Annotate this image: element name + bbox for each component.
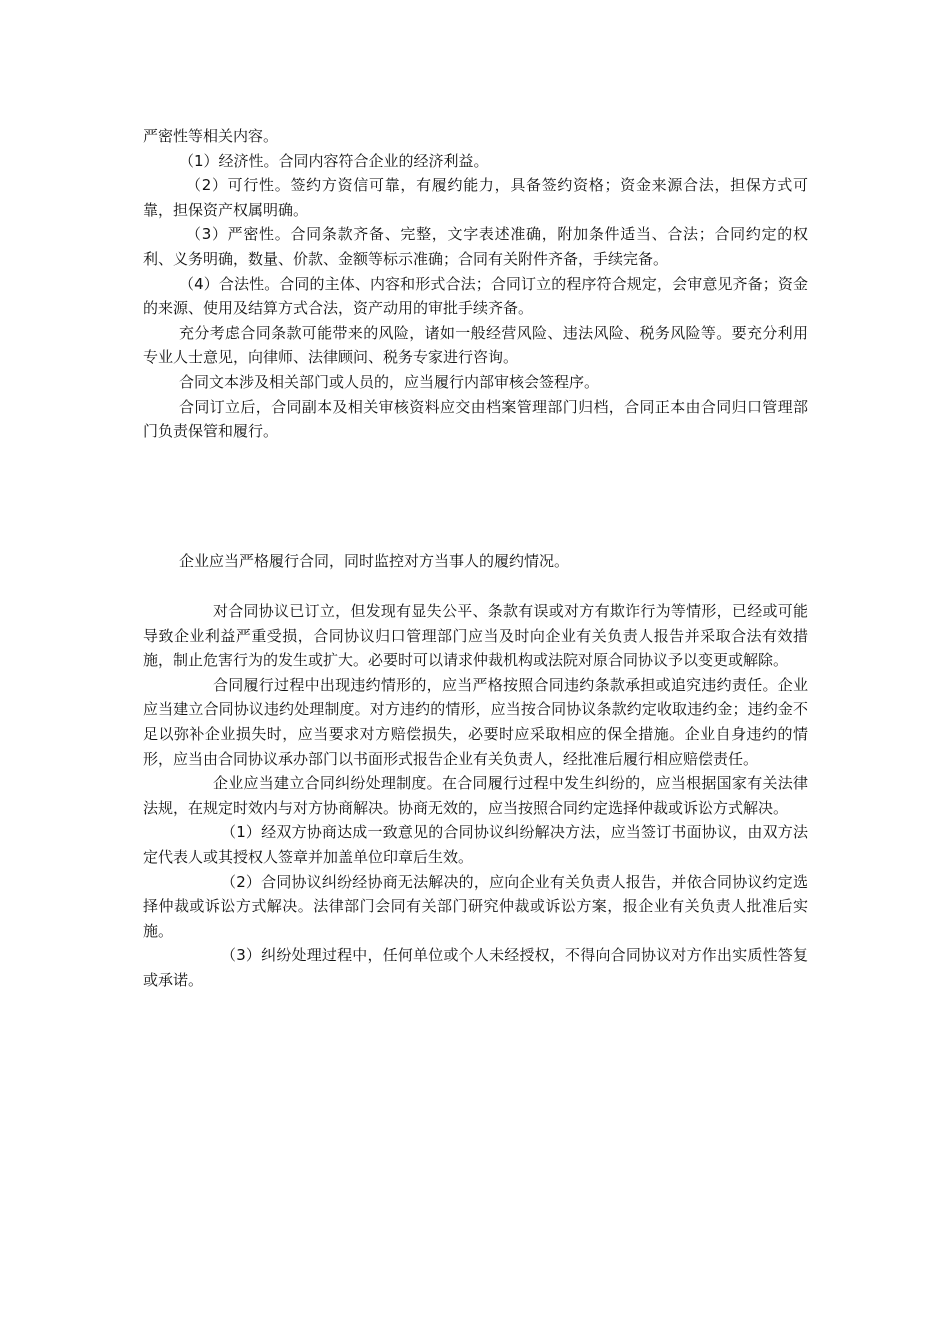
paragraph-countersign: 合同文本涉及相关部门或人员的，应当履行内部审核会签程序。 [179,372,600,391]
section-contract-review [143,124,808,444]
list-item-arbitration: （2）合同协议纠纷经协商无法解决的，应向企业有关负责人报告，并依合同协议约定选择仲裁或诉讼方式解决。法律部门会同有关部门研究仲裁或诉讼方案，报企业有关负责人批准后实施。 [143,872,808,940]
paragraph-unfair-terms: 对合同协议已订立，但发现有显失公平、条款有误或对方有欺诈行为等情形，已经或可能导致企业利益严重受损，合同协议归口管理部门应当及时向企业有关负责人报告并采取合法有效措施，制止危害行为的发生或扩大。必要时可以请求仲裁机构或法院对原合同协议予以变更或解除。 [143,602,808,670]
list-item-no-commitment: （3）纠纷处理过程中，任何单位或个人未经授权，不得向合同协议对方作出实质性答复或承诺。 [143,946,808,989]
list-item-feasibility: （2）可行性。签约方资信可靠，有履约能力，具备签约资格；资金来源合法，担保方式可靠，担保资产权属明确。 [143,176,808,219]
paragraph-breach: 合同履行过程中出现违约情形的，应当严格按照合同违约条款承担或追究违约责任。企业应当建立合同协议违约处理制度。对方违约的情形，应当按合同协议条款约定收取违约金；违约金不足以弥补企业损失时，应当要求对方赔偿损失，必要时应采取相应的保全措施。企业自身违约的情形，应当由合同协议承办部门以书面形式报告企业有关负责人，经批准后履行相应赔偿责任。 [143,675,808,768]
paragraph-dispute: 企业应当建立合同纠纷处理制度。在合同履行过程中发生纠纷的，应当根据国家有关法律法规，在规定时效内与对方协商解决。协商无效的，应当按照合同约定选择仲裁或诉讼方式解决。 [143,774,808,817]
section-contract-performance [143,599,808,993]
paragraph-archive: 合同订立后，合同副本及相关审核资料应交由档案管理部门归档，合同正本由合同归口管理部门负责保管和履行。 [143,397,808,441]
list-item-legality: （4）合法性。合同的主体、内容和形式合法；合同订立的程序符合规定，会审意见齐备；资金的来源、使用及结算方式合法，资产动用的审批手续齐备。 [143,274,808,318]
list-item-negotiation: （1）经双方协商达成一致意见的合同协议纠纷解决方法，应当签订书面协议，由双方法定代表人或其授权人签章并加盖单位印章后生效。 [143,823,808,866]
paragraph-lead: 严密性等相关内容。 [143,127,279,145]
paragraph-performance-intro: 企业应当严格履行合同，同时监控对方当事人的履约情况。 [179,552,570,570]
paragraph-risk: 充分考虑合同条款可能带来的风险，诸如一般经营风险、违法风险、税务风险等。要充分利用专业人士意见，向律师、法律顾问、税务专家进行咨询。 [143,323,808,367]
list-item-rigor: （3）严密性。合同条款齐备、完整，文字表述准确，附加条件适当、合法；合同约定的权利、义务明确，数量、价款、金额等标示准确；合同有关附件齐备，手续完备。 [143,225,808,268]
section-intro [143,549,808,574]
list-item-economic: （1）经济性。合同内容符合企业的经济利益。 [179,151,489,170]
